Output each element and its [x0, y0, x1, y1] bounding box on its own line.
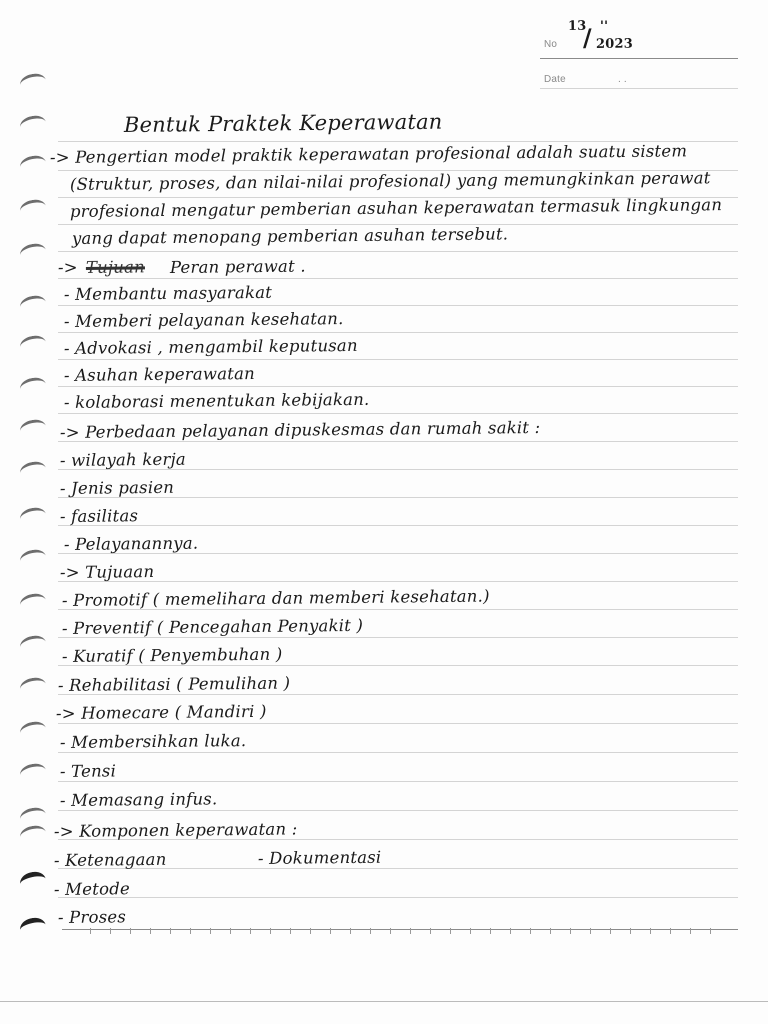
list-item: - Memberi pelayanan kesehatan. — [63, 309, 344, 331]
ruled-line — [540, 58, 738, 59]
list-item: - Metode — [53, 879, 130, 899]
list-item: - Preventif ( Pencegahan Penyakit ) — [61, 615, 364, 638]
ruled-line — [58, 305, 738, 306]
binding-ring — [19, 197, 48, 219]
list-item: - Dokumentasi — [257, 847, 382, 868]
list-item: - Rehabilitasi ( Pemulihan ) — [57, 673, 291, 695]
list-item: - kolaborasi menentukan kebijakan. — [63, 389, 370, 412]
list-item: - Memasang infus. — [59, 789, 218, 810]
date-year: 2023 — [595, 36, 633, 52]
ruled-line — [58, 581, 738, 582]
ruled-line — [58, 278, 738, 279]
list-item: - Advokasi , mengambil keputusan — [63, 335, 358, 358]
ruled-line — [58, 386, 738, 387]
ruled-line — [58, 497, 738, 498]
binding-ring — [19, 241, 48, 263]
binding-ring — [18, 870, 47, 894]
binding-ring — [19, 375, 48, 397]
date-tick: '' — [599, 18, 609, 34]
binding-ring — [19, 333, 48, 355]
ruled-line — [540, 88, 738, 89]
binding-ring — [19, 805, 48, 827]
no-label: No — [543, 38, 558, 50]
date-label: Date — [543, 73, 566, 85]
ruled-line — [58, 665, 738, 666]
list-item: - Asuhan keperawatan — [63, 364, 256, 385]
list-item: - Kuratif ( Penyembuhan ) — [61, 644, 283, 666]
ruled-line — [58, 332, 738, 333]
list-item: - Membantu masyarakat — [63, 282, 273, 304]
homecare-heading: -> Homecare ( Mandiri ) — [55, 701, 267, 723]
binding-ring — [19, 459, 48, 481]
date-dots: . . — [617, 73, 627, 85]
ruler-ticks — [90, 928, 730, 934]
intro-line: profesional mengatur pemberian asuhan keperawatan termasuk lingkungan — [69, 195, 723, 221]
binding-ring — [19, 505, 48, 527]
ruled-line — [58, 525, 738, 526]
ruled-line — [58, 781, 738, 782]
binding-ring — [19, 547, 48, 569]
ruled-line — [58, 553, 738, 554]
binding-ring — [19, 675, 48, 697]
ruled-line — [58, 469, 738, 470]
ruled-line — [58, 810, 738, 811]
list-item: - fasilitas — [59, 506, 139, 526]
binding-ring — [19, 71, 48, 93]
ruled-line — [58, 723, 738, 724]
komponen-heading: -> Komponen keperawatan : — [53, 819, 298, 841]
list-item: - wilayah kerja — [59, 449, 186, 470]
binding-ring — [19, 719, 48, 741]
ruled-line — [58, 752, 738, 753]
intro-line: -> Pengertian model praktik keperawatan profesional adalah suatu sistem — [49, 141, 688, 167]
list-item: - Pelayanannya. — [63, 533, 199, 554]
binding-ring — [19, 591, 48, 613]
ruled-line — [58, 694, 738, 695]
ruled-line — [58, 359, 738, 360]
binding-ring — [19, 761, 48, 783]
page-title: Bentuk Praktek Keperawatan — [123, 109, 443, 137]
binding-ring — [19, 153, 48, 175]
intro-line: yang dapat menopang pemberian asuhan tersebut. — [71, 224, 509, 248]
ruled-line — [58, 637, 738, 638]
list-item: - Proses — [57, 907, 127, 927]
perbedaan-heading: -> Perbedaan pelayanan dipuskesmas dan rumah sakit : — [59, 417, 541, 442]
date-day-month: 13 — [567, 18, 587, 34]
list-item: - Ketenagaan — [53, 849, 167, 870]
tujuan-heading: -> Tujuaan — [59, 562, 155, 582]
date-slash: / — [582, 22, 592, 52]
peran-heading: Peran perawat . — [169, 256, 306, 277]
ruled-line — [58, 413, 738, 414]
list-item: - Jenis pasien — [59, 477, 175, 498]
peran-arrow: -> — [57, 257, 78, 277]
list-item: - Promotif ( memelihara dan memberi kesehatan.) — [61, 586, 490, 610]
binding-ring — [19, 633, 48, 655]
binding-ring — [18, 916, 47, 940]
binding-ring — [19, 417, 48, 439]
intro-line: (Struktur, proses, dan nilai-nilai profesional) yang memungkinkan perawat — [69, 168, 711, 194]
ruled-line — [58, 441, 738, 442]
list-item: - Tensi — [59, 761, 117, 781]
ruled-line — [58, 609, 738, 610]
ruled-line — [58, 251, 738, 252]
list-item: - Membersihkan luka. — [59, 731, 247, 752]
binding-ring — [19, 113, 48, 135]
ruled-line — [58, 897, 738, 898]
page-bottom-edge — [0, 1001, 768, 1002]
binding-ring — [19, 293, 48, 315]
struck-word: Tujuan — [85, 257, 146, 277]
